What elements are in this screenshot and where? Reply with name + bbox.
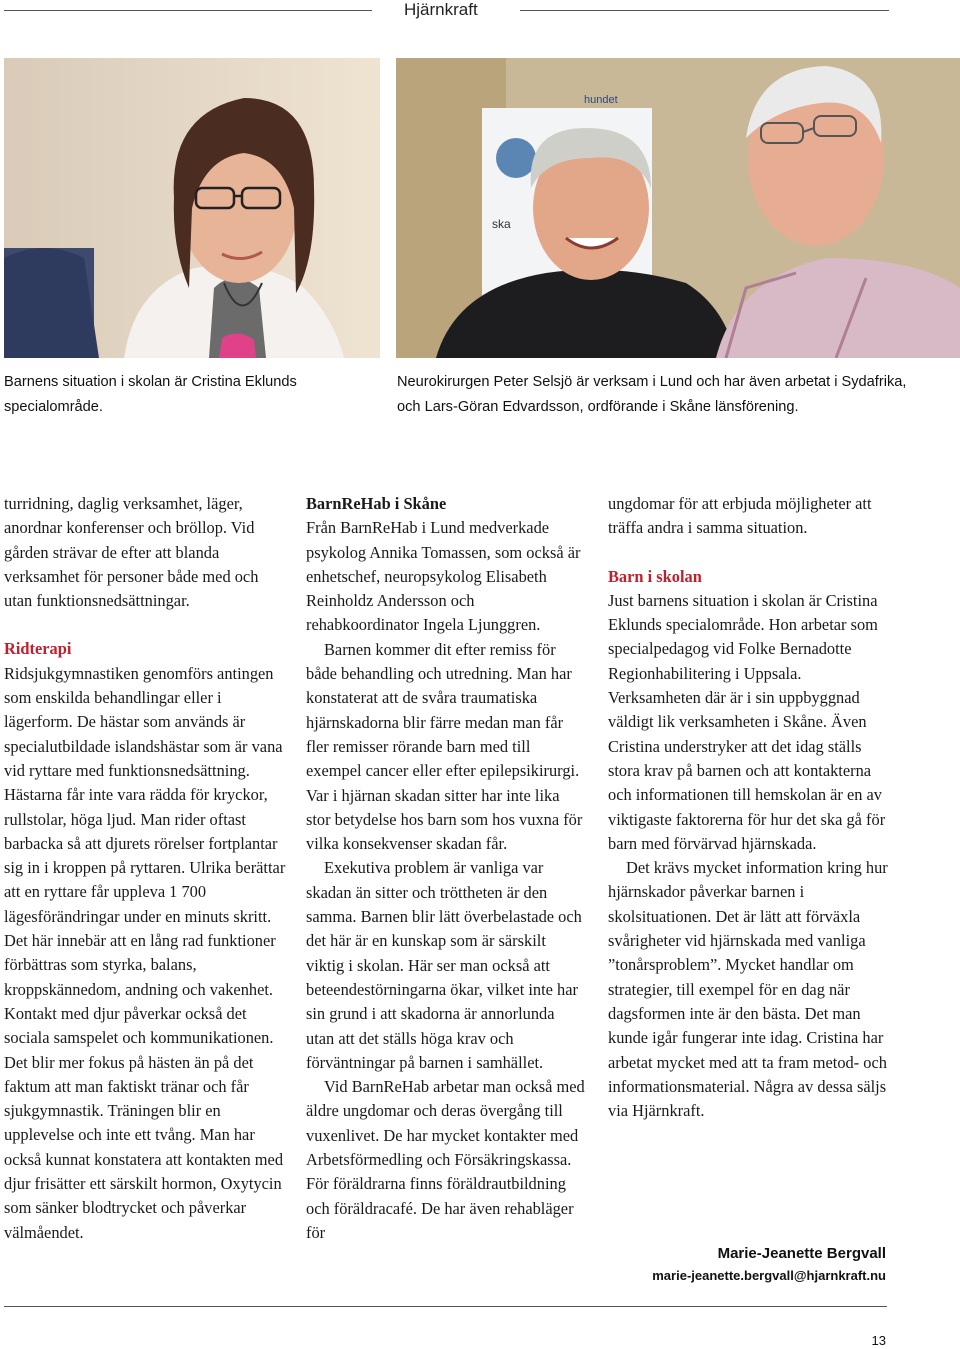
photo-two-men-image bbox=[396, 58, 960, 358]
photo-cristina-eklund bbox=[4, 58, 380, 358]
article-column-1 bbox=[4, 492, 286, 1245]
author-email[interactable]: marie-jeanette.bergvall@hjarnkraft.nu bbox=[652, 1268, 886, 1283]
col2-paragraph-1: Från BarnReHab i Lund medverkade psykolog Annika Tomassen, som också är enhetschef, neuropsykolog Elisabeth Reinholdz Andersson och rehabkoordinator Ingela Ljunggren. bbox=[306, 518, 581, 635]
col2-paragraph-4: Vid BarnReHab arbetar man också med äldre ungdomar och deras övergång till vuxenlivet. De har mycket kontakter med Arbetsförmedling och Försäkringskassa. För föräldrarna finns föräldrautbildning och föräldracafé. De har även rehabläger för bbox=[306, 1077, 585, 1242]
photo-caption-right: Neurokirurgen Peter Selsjö är verksam i Lund och har även arbetat i Sydafrika, och Lars-Göran Edvardsson, ordförande i Skåne länsförening. bbox=[397, 374, 907, 415]
footer-rule bbox=[4, 1306, 887, 1307]
header-rule-left bbox=[4, 10, 372, 11]
article-column-2 bbox=[306, 492, 586, 1245]
col1-paragraph-2: Ridsjukgymnastiken genomförs antingen som enskilda behandlingar eller i lägerform. De hästar som används är specialutbildade islandshästar som är vana vid ryttare med funktionsnedsättning. Hästarna får inte vara rädda för kryckor, rullstolar, höga ljud. Man rider oftast barbacka så att djurets rörelser fortplantar sig in i kroppen på ryttaren. Ulrika berättar att en ryttare får uppleva 1 700 lägesförändringar under en minuts skritt. Det här innebär att en lång rad funktioner förbättras som styrka, balans, kroppskännedom, andning och vakenhet. Kontakt med djur påverkar också det sociala samspelet och kommunikationen. Det blir mer fokus på hästen än på det faktum att man faktiskt tränar och får sjukgymnastik. Träningen blir en upplevelse och inte ett tvång. Man har också kunnat konstatera att kontakten med djur frisätter ett särskilt hormon, Oxytycin som sänker blodtrycket och påverkar välmåendet. bbox=[4, 663, 286, 1242]
photo-caption-left: Barnens situation i skolan är Cristina Eklunds specialområde. bbox=[4, 374, 297, 415]
header-rule-right bbox=[520, 10, 889, 11]
page-number: 13 bbox=[871, 1333, 886, 1348]
col1-paragraph-1: turridning, daglig verksamhet, läger, anordnar konferenser och bröllop. Vid gården strävar de efter att blanda verksamhet för personer både med och utan funktionsnedsättningar. bbox=[4, 494, 259, 611]
subheading-barnrehab: BarnReHab i Skåne bbox=[306, 494, 447, 513]
col2-paragraph-2: Barnen kommer dit efter remiss för både behandling och utredning. Man har konstaterat att de svåra traumatiska hjärnskadorna blir färre medan man får fler remisser rörande barn med till exempel cancer eller efter epilepsikirurgi. Var i hjärnan skadan sitter har inte lika stor betydelse hos barn som hos vuxna för vilka konsekvenser skadan får. bbox=[306, 639, 583, 854]
col3-paragraph-3: Det krävs mycket information kring hur hjärnskador påverkar barnen i skolsituationen. Det är lätt att förväxla svårigheter vid hjärnskada med vanliga ”tonårsproblem”. Mycket handlar om strategier, till exempel för en dag när dagsformen inte är den bästa. Det man kunde igår fungerar inte idag. Cristina har arbetat mycket med att ta fram metod- och informationsmaterial. Några av dessa säljs via Hjärnkraft. bbox=[608, 858, 888, 1121]
col3-paragraph-2: Just barnens situation i skolan är Cristina Eklunds specialområde. Hon arbetar som specialpedagog vid Folke Bernadotte Regionhabilitering i Uppsala. Verksamheten där är i sin uppbyggnad väldigt lik verksamheten i Skåne. Även Cristina understryker att det idag ställs stora krav på barnen och att kontakterna och informationen till hemskolan är en av viktigaste faktorerna för hur det ska gå för barn med förvärvad hjärnskada. bbox=[608, 590, 886, 853]
col3-paragraph-1: ungdomar för att erbjuda möjligheter att träffa andra i samma situation. bbox=[608, 494, 872, 538]
article-column-3 bbox=[608, 492, 890, 1123]
author-name: Marie-Jeanette Bergvall bbox=[717, 1245, 886, 1262]
photo-peter-selsjo-lars-goran bbox=[396, 58, 960, 358]
banner-text-lower: ska bbox=[492, 217, 511, 231]
col2-paragraph-3: Exekutiva problem är vanliga var skadan än sitter och tröttheten är den samma. Barnen blir lätt överbelastade och det här är en kunskap som är särskilt viktig i skolan. Här ser man också att beteendestörningarna ökar, vilket inte har sin grund i att skadorna är annorlunda utan att det ställs höga krav och förväntningar på barnen i samhället. bbox=[306, 858, 582, 1072]
magazine-title: Hjärnkraft bbox=[404, 0, 478, 19]
banner-text-top: hundet bbox=[584, 94, 618, 106]
subheading-barn-i-skolan: Barn i skolan bbox=[608, 566, 702, 586]
subheading-ridterapi: Ridterapi bbox=[4, 639, 72, 659]
photo-cristina-eklund-image bbox=[4, 58, 380, 358]
